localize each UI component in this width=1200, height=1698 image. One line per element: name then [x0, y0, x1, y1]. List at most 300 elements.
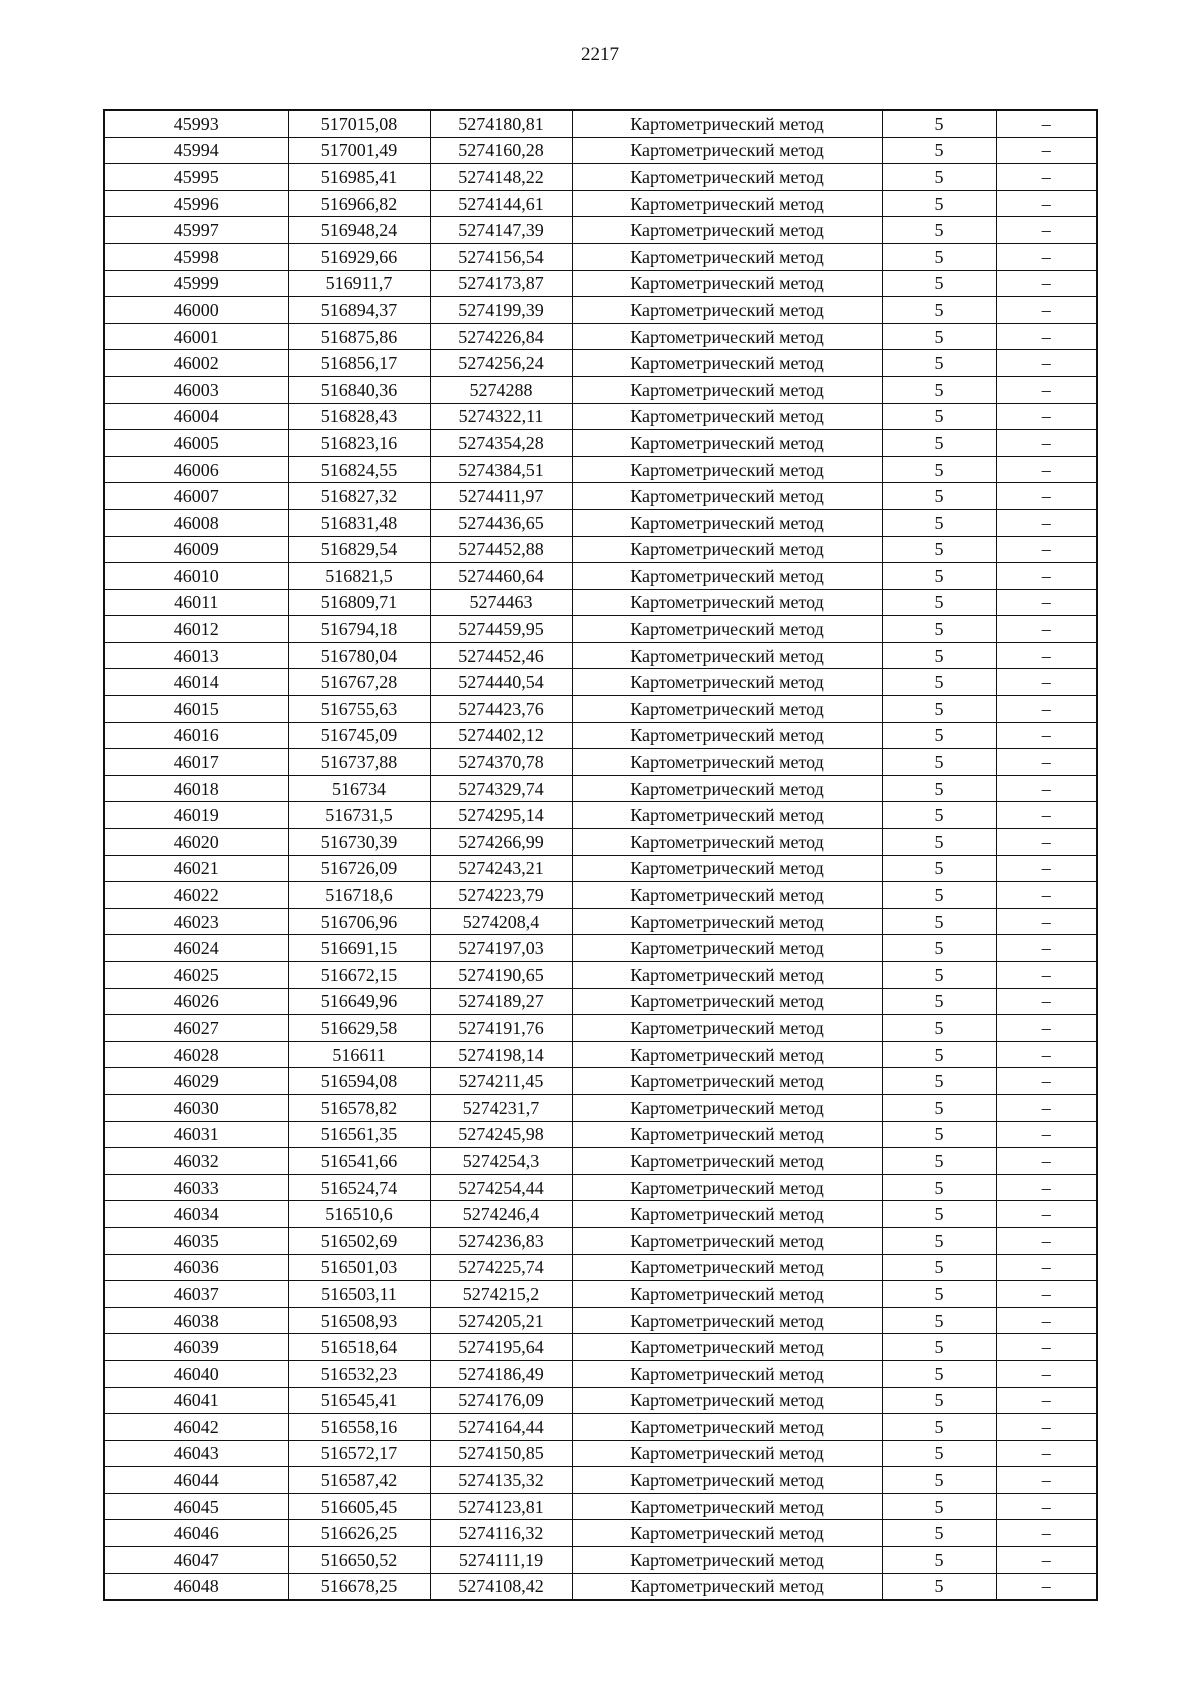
- point-number-cell: 46022: [104, 882, 288, 909]
- description-cell: –: [996, 1254, 1097, 1281]
- method-cell: Картометрический метод: [572, 297, 882, 324]
- accuracy-cell: 5: [882, 110, 996, 137]
- table-row: [104, 403, 1097, 430]
- accuracy-cell: 5: [882, 164, 996, 191]
- point-number-cell: 46041: [104, 1387, 288, 1414]
- point-number-cell: 45994: [104, 137, 288, 164]
- y-coordinate-cell: 5274459,95: [430, 616, 572, 643]
- y-coordinate-cell: 5274135,32: [430, 1467, 572, 1494]
- description-cell: –: [996, 1281, 1097, 1308]
- x-coordinate-cell: 516827,32: [288, 483, 430, 510]
- x-coordinate-cell: 516649,96: [288, 988, 430, 1015]
- method-cell: Картометрический метод: [572, 350, 882, 377]
- y-coordinate-cell: 5274226,84: [430, 323, 572, 350]
- table-row: [104, 1307, 1097, 1334]
- point-number-cell: 46047: [104, 1547, 288, 1574]
- method-cell: Картометрический метод: [572, 1201, 882, 1228]
- accuracy-cell: 5: [882, 908, 996, 935]
- point-number-cell: 46045: [104, 1493, 288, 1520]
- table-row: [104, 1148, 1097, 1175]
- y-coordinate-cell: 5274256,24: [430, 350, 572, 377]
- point-number-cell: 46007: [104, 483, 288, 510]
- x-coordinate-cell: 516541,66: [288, 1148, 430, 1175]
- accuracy-cell: 5: [882, 483, 996, 510]
- point-number-cell: 46034: [104, 1201, 288, 1228]
- accuracy-cell: 5: [882, 1307, 996, 1334]
- point-number-cell: 46048: [104, 1573, 288, 1600]
- y-coordinate-cell: 5274208,4: [430, 908, 572, 935]
- description-cell: –: [996, 642, 1097, 669]
- y-coordinate-cell: 5274198,14: [430, 1041, 572, 1068]
- y-coordinate-cell: 5274245,98: [430, 1121, 572, 1148]
- point-number-cell: 46017: [104, 749, 288, 776]
- point-number-cell: 46004: [104, 403, 288, 430]
- accuracy-cell: 5: [882, 1440, 996, 1467]
- y-coordinate-cell: 5274254,44: [430, 1174, 572, 1201]
- accuracy-cell: 5: [882, 882, 996, 909]
- description-cell: –: [996, 1121, 1097, 1148]
- method-cell: Картометрический метод: [572, 536, 882, 563]
- point-number-cell: 46030: [104, 1094, 288, 1121]
- method-cell: Картометрический метод: [572, 1281, 882, 1308]
- accuracy-cell: 5: [882, 775, 996, 802]
- x-coordinate-cell: 516809,71: [288, 589, 430, 616]
- x-coordinate-cell: 516966,82: [288, 190, 430, 217]
- y-coordinate-cell: 5274111,19: [430, 1547, 572, 1574]
- description-cell: –: [996, 616, 1097, 643]
- description-cell: –: [996, 1094, 1097, 1121]
- point-number-cell: 46026: [104, 988, 288, 1015]
- accuracy-cell: 5: [882, 988, 996, 1015]
- accuracy-cell: 5: [882, 829, 996, 856]
- x-coordinate-cell: 516745,09: [288, 722, 430, 749]
- method-cell: Картометрический метод: [572, 829, 882, 856]
- point-number-cell: 46044: [104, 1467, 288, 1494]
- accuracy-cell: 5: [882, 855, 996, 882]
- method-cell: Картометрический метод: [572, 1334, 882, 1361]
- description-cell: –: [996, 270, 1097, 297]
- y-coordinate-cell: 5274160,28: [430, 137, 572, 164]
- method-cell: Картометрический метод: [572, 1254, 882, 1281]
- table-row: [104, 1121, 1097, 1148]
- point-number-cell: 46040: [104, 1360, 288, 1387]
- description-cell: –: [996, 749, 1097, 776]
- point-number-cell: 45999: [104, 270, 288, 297]
- method-cell: Картометрический метод: [572, 802, 882, 829]
- method-cell: Картометрический метод: [572, 1015, 882, 1042]
- point-number-cell: 46029: [104, 1068, 288, 1095]
- description-cell: –: [996, 1387, 1097, 1414]
- description-cell: –: [996, 137, 1097, 164]
- x-coordinate-cell: 516755,63: [288, 696, 430, 723]
- x-coordinate-cell: 516824,55: [288, 456, 430, 483]
- method-cell: Картометрический метод: [572, 722, 882, 749]
- accuracy-cell: 5: [882, 536, 996, 563]
- method-cell: Картометрический метод: [572, 696, 882, 723]
- description-cell: –: [996, 669, 1097, 696]
- y-coordinate-cell: 5274384,51: [430, 456, 572, 483]
- accuracy-cell: 5: [882, 509, 996, 536]
- description-cell: –: [996, 1041, 1097, 1068]
- method-cell: Картометрический метод: [572, 1547, 882, 1574]
- table-row: [104, 1440, 1097, 1467]
- table-row: [104, 323, 1097, 350]
- accuracy-cell: 5: [882, 137, 996, 164]
- table-row: [104, 1041, 1097, 1068]
- x-coordinate-cell: 516561,35: [288, 1121, 430, 1148]
- table-row: [104, 1360, 1097, 1387]
- table-row: [104, 164, 1097, 191]
- table-row: [104, 1015, 1097, 1042]
- description-cell: –: [996, 456, 1097, 483]
- table-row: [104, 1227, 1097, 1254]
- description-cell: –: [996, 829, 1097, 856]
- coordinates-table: [103, 109, 1098, 1601]
- description-cell: –: [996, 243, 1097, 270]
- y-coordinate-cell: 5274436,65: [430, 509, 572, 536]
- accuracy-cell: 5: [882, 642, 996, 669]
- description-cell: –: [996, 775, 1097, 802]
- method-cell: Картометрический метод: [572, 1573, 882, 1600]
- point-number-cell: 46019: [104, 802, 288, 829]
- point-number-cell: 46035: [104, 1227, 288, 1254]
- method-cell: Картометрический метод: [572, 376, 882, 403]
- y-coordinate-cell: 5274116,32: [430, 1520, 572, 1547]
- description-cell: –: [996, 988, 1097, 1015]
- point-number-cell: 46000: [104, 297, 288, 324]
- accuracy-cell: 5: [882, 1520, 996, 1547]
- y-coordinate-cell: 5274266,99: [430, 829, 572, 856]
- table-row: [104, 775, 1097, 802]
- x-coordinate-cell: 516578,82: [288, 1094, 430, 1121]
- table-row: [104, 962, 1097, 989]
- point-number-cell: 46027: [104, 1015, 288, 1042]
- method-cell: Картометрический метод: [572, 616, 882, 643]
- x-coordinate-cell: 516629,58: [288, 1015, 430, 1042]
- accuracy-cell: 5: [882, 1174, 996, 1201]
- y-coordinate-cell: 5274190,65: [430, 962, 572, 989]
- accuracy-cell: 5: [882, 1121, 996, 1148]
- y-coordinate-cell: 5274156,54: [430, 243, 572, 270]
- table-row: [104, 483, 1097, 510]
- y-coordinate-cell: 5274246,4: [430, 1201, 572, 1228]
- accuracy-cell: 5: [882, 1573, 996, 1600]
- point-number-cell: 46038: [104, 1307, 288, 1334]
- accuracy-cell: 5: [882, 1227, 996, 1254]
- y-coordinate-cell: 5274243,21: [430, 855, 572, 882]
- y-coordinate-cell: 5274180,81: [430, 110, 572, 137]
- table-row: [104, 1281, 1097, 1308]
- point-number-cell: 46036: [104, 1254, 288, 1281]
- table-row: [104, 616, 1097, 643]
- y-coordinate-cell: 5274108,42: [430, 1573, 572, 1600]
- y-coordinate-cell: 5274164,44: [430, 1414, 572, 1441]
- table-row: [104, 1520, 1097, 1547]
- y-coordinate-cell: 5274463: [430, 589, 572, 616]
- table-row: [104, 509, 1097, 536]
- method-cell: Картометрический метод: [572, 1307, 882, 1334]
- y-coordinate-cell: 5274370,78: [430, 749, 572, 776]
- point-number-cell: 46028: [104, 1041, 288, 1068]
- x-coordinate-cell: 516650,52: [288, 1547, 430, 1574]
- method-cell: Картометрический метод: [572, 1041, 882, 1068]
- point-number-cell: 46039: [104, 1334, 288, 1361]
- x-coordinate-cell: 516730,39: [288, 829, 430, 856]
- y-coordinate-cell: 5274288: [430, 376, 572, 403]
- method-cell: Картометрический метод: [572, 1493, 882, 1520]
- method-cell: Картометрический метод: [572, 243, 882, 270]
- description-cell: –: [996, 1148, 1097, 1175]
- table-row: [104, 1467, 1097, 1494]
- table-row: [104, 1174, 1097, 1201]
- point-number-cell: 46013: [104, 642, 288, 669]
- table-row: [104, 1068, 1097, 1095]
- point-number-cell: 46024: [104, 935, 288, 962]
- table-row: [104, 1493, 1097, 1520]
- y-coordinate-cell: 5274148,22: [430, 164, 572, 191]
- y-coordinate-cell: 5274460,64: [430, 563, 572, 590]
- method-cell: Картометрический метод: [572, 1360, 882, 1387]
- point-number-cell: 46033: [104, 1174, 288, 1201]
- description-cell: –: [996, 1467, 1097, 1494]
- description-cell: –: [996, 935, 1097, 962]
- method-cell: Картометрический метод: [572, 1148, 882, 1175]
- point-number-cell: 46042: [104, 1414, 288, 1441]
- description-cell: –: [996, 190, 1097, 217]
- y-coordinate-cell: 5274452,46: [430, 642, 572, 669]
- method-cell: Картометрический метод: [572, 908, 882, 935]
- description-cell: –: [996, 962, 1097, 989]
- x-coordinate-cell: 516831,48: [288, 509, 430, 536]
- description-cell: –: [996, 483, 1097, 510]
- accuracy-cell: 5: [882, 1041, 996, 1068]
- point-number-cell: 46031: [104, 1121, 288, 1148]
- method-cell: Картометрический метод: [572, 1227, 882, 1254]
- table-row: [104, 1547, 1097, 1574]
- description-cell: –: [996, 908, 1097, 935]
- y-coordinate-cell: 5274150,85: [430, 1440, 572, 1467]
- accuracy-cell: 5: [882, 217, 996, 244]
- description-cell: –: [996, 1307, 1097, 1334]
- x-coordinate-cell: 516611: [288, 1041, 430, 1068]
- accuracy-cell: 5: [882, 1015, 996, 1042]
- point-number-cell: 46020: [104, 829, 288, 856]
- y-coordinate-cell: 5274173,87: [430, 270, 572, 297]
- description-cell: –: [996, 1174, 1097, 1201]
- y-coordinate-cell: 5274197,03: [430, 935, 572, 962]
- y-coordinate-cell: 5274205,21: [430, 1307, 572, 1334]
- table-row: [104, 217, 1097, 244]
- accuracy-cell: 5: [882, 1094, 996, 1121]
- x-coordinate-cell: 516875,86: [288, 323, 430, 350]
- accuracy-cell: 5: [882, 243, 996, 270]
- x-coordinate-cell: 516731,5: [288, 802, 430, 829]
- description-cell: –: [996, 1227, 1097, 1254]
- x-coordinate-cell: 516706,96: [288, 908, 430, 935]
- table-row: [104, 988, 1097, 1015]
- description-cell: –: [996, 696, 1097, 723]
- method-cell: Картометрический метод: [572, 935, 882, 962]
- method-cell: Картометрический метод: [572, 1467, 882, 1494]
- point-number-cell: 46043: [104, 1440, 288, 1467]
- y-coordinate-cell: 5274440,54: [430, 669, 572, 696]
- x-coordinate-cell: 516929,66: [288, 243, 430, 270]
- y-coordinate-cell: 5274231,7: [430, 1094, 572, 1121]
- accuracy-cell: 5: [882, 1387, 996, 1414]
- x-coordinate-cell: 516501,03: [288, 1254, 430, 1281]
- description-cell: –: [996, 563, 1097, 590]
- point-number-cell: 45993: [104, 110, 288, 137]
- description-cell: –: [996, 164, 1097, 191]
- point-number-cell: 45996: [104, 190, 288, 217]
- description-cell: –: [996, 1360, 1097, 1387]
- point-number-cell: 46012: [104, 616, 288, 643]
- method-cell: Картометрический метод: [572, 270, 882, 297]
- method-cell: Картометрический метод: [572, 988, 882, 1015]
- point-number-cell: 46009: [104, 536, 288, 563]
- point-number-cell: 46011: [104, 589, 288, 616]
- table-row: [104, 430, 1097, 457]
- x-coordinate-cell: 516518,64: [288, 1334, 430, 1361]
- method-cell: Картометрический метод: [572, 882, 882, 909]
- description-cell: –: [996, 589, 1097, 616]
- point-number-cell: 46002: [104, 350, 288, 377]
- accuracy-cell: 5: [882, 1201, 996, 1228]
- description-cell: –: [996, 882, 1097, 909]
- x-coordinate-cell: 516510,6: [288, 1201, 430, 1228]
- y-coordinate-cell: 5274423,76: [430, 696, 572, 723]
- method-cell: Картометрический метод: [572, 1121, 882, 1148]
- accuracy-cell: 5: [882, 962, 996, 989]
- accuracy-cell: 5: [882, 456, 996, 483]
- accuracy-cell: 5: [882, 563, 996, 590]
- y-coordinate-cell: 5274236,83: [430, 1227, 572, 1254]
- y-coordinate-cell: 5274186,49: [430, 1360, 572, 1387]
- point-number-cell: 46037: [104, 1281, 288, 1308]
- accuracy-cell: 5: [882, 1360, 996, 1387]
- point-number-cell: 46010: [104, 563, 288, 590]
- method-cell: Картометрический метод: [572, 1414, 882, 1441]
- accuracy-cell: 5: [882, 1414, 996, 1441]
- x-coordinate-cell: 516503,11: [288, 1281, 430, 1308]
- x-coordinate-cell: 517001,49: [288, 137, 430, 164]
- x-coordinate-cell: 516532,23: [288, 1360, 430, 1387]
- x-coordinate-cell: 516821,5: [288, 563, 430, 590]
- accuracy-cell: 5: [882, 403, 996, 430]
- description-cell: –: [996, 1440, 1097, 1467]
- method-cell: Картометрический метод: [572, 164, 882, 191]
- x-coordinate-cell: 516587,42: [288, 1467, 430, 1494]
- x-coordinate-cell: 516626,25: [288, 1520, 430, 1547]
- x-coordinate-cell: 516823,16: [288, 430, 430, 457]
- x-coordinate-cell: 516737,88: [288, 749, 430, 776]
- point-number-cell: 46005: [104, 430, 288, 457]
- description-cell: –: [996, 403, 1097, 430]
- table-row: [104, 563, 1097, 590]
- point-number-cell: 46025: [104, 962, 288, 989]
- accuracy-cell: 5: [882, 270, 996, 297]
- method-cell: Картометрический метод: [572, 855, 882, 882]
- x-coordinate-cell: 516948,24: [288, 217, 430, 244]
- y-coordinate-cell: 5274295,14: [430, 802, 572, 829]
- method-cell: Картометрический метод: [572, 962, 882, 989]
- y-coordinate-cell: 5274147,39: [430, 217, 572, 244]
- point-number-cell: 46018: [104, 775, 288, 802]
- method-cell: Картометрический метод: [572, 775, 882, 802]
- table-row: [104, 243, 1097, 270]
- description-cell: –: [996, 430, 1097, 457]
- x-coordinate-cell: 516828,43: [288, 403, 430, 430]
- table-row: [104, 935, 1097, 962]
- description-cell: –: [996, 376, 1097, 403]
- method-cell: Картометрический метод: [572, 190, 882, 217]
- x-coordinate-cell: 516911,7: [288, 270, 430, 297]
- method-cell: Картометрический метод: [572, 456, 882, 483]
- point-number-cell: 46014: [104, 669, 288, 696]
- accuracy-cell: 5: [882, 589, 996, 616]
- y-coordinate-cell: 5274452,88: [430, 536, 572, 563]
- table-row: [104, 1414, 1097, 1441]
- description-cell: –: [996, 1414, 1097, 1441]
- accuracy-cell: 5: [882, 696, 996, 723]
- point-number-cell: 46023: [104, 908, 288, 935]
- description-cell: –: [996, 1068, 1097, 1095]
- table-row: [104, 1201, 1097, 1228]
- description-cell: –: [996, 722, 1097, 749]
- table-row: [104, 722, 1097, 749]
- x-coordinate-cell: 516780,04: [288, 642, 430, 669]
- table-row: [104, 642, 1097, 669]
- y-coordinate-cell: 5274191,76: [430, 1015, 572, 1042]
- table-row: [104, 350, 1097, 377]
- method-cell: Картометрический метод: [572, 669, 882, 696]
- x-coordinate-cell: 516691,15: [288, 935, 430, 962]
- table-row: [104, 589, 1097, 616]
- method-cell: Картометрический метод: [572, 1174, 882, 1201]
- method-cell: Картометрический метод: [572, 430, 882, 457]
- point-number-cell: 46046: [104, 1520, 288, 1547]
- method-cell: Картометрический метод: [572, 563, 882, 590]
- y-coordinate-cell: 5274225,74: [430, 1254, 572, 1281]
- accuracy-cell: 5: [882, 669, 996, 696]
- method-cell: Картометрический метод: [572, 1440, 882, 1467]
- point-number-cell: 46008: [104, 509, 288, 536]
- x-coordinate-cell: 516558,16: [288, 1414, 430, 1441]
- y-coordinate-cell: 5274123,81: [430, 1493, 572, 1520]
- table-row: [104, 669, 1097, 696]
- accuracy-cell: 5: [882, 376, 996, 403]
- x-coordinate-cell: 516985,41: [288, 164, 430, 191]
- accuracy-cell: 5: [882, 1254, 996, 1281]
- description-cell: –: [996, 1520, 1097, 1547]
- table-row: [104, 855, 1097, 882]
- accuracy-cell: 5: [882, 1467, 996, 1494]
- y-coordinate-cell: 5274354,28: [430, 430, 572, 457]
- y-coordinate-cell: 5274411,97: [430, 483, 572, 510]
- x-coordinate-cell: 516829,54: [288, 536, 430, 563]
- y-coordinate-cell: 5274144,61: [430, 190, 572, 217]
- method-cell: Картометрический метод: [572, 1520, 882, 1547]
- y-coordinate-cell: 5274215,2: [430, 1281, 572, 1308]
- x-coordinate-cell: 516672,15: [288, 962, 430, 989]
- table-row: [104, 1573, 1097, 1600]
- accuracy-cell: 5: [882, 1068, 996, 1095]
- method-cell: Картометрический метод: [572, 1387, 882, 1414]
- y-coordinate-cell: 5274329,74: [430, 775, 572, 802]
- table-row: [104, 137, 1097, 164]
- accuracy-cell: 5: [882, 430, 996, 457]
- description-cell: –: [996, 217, 1097, 244]
